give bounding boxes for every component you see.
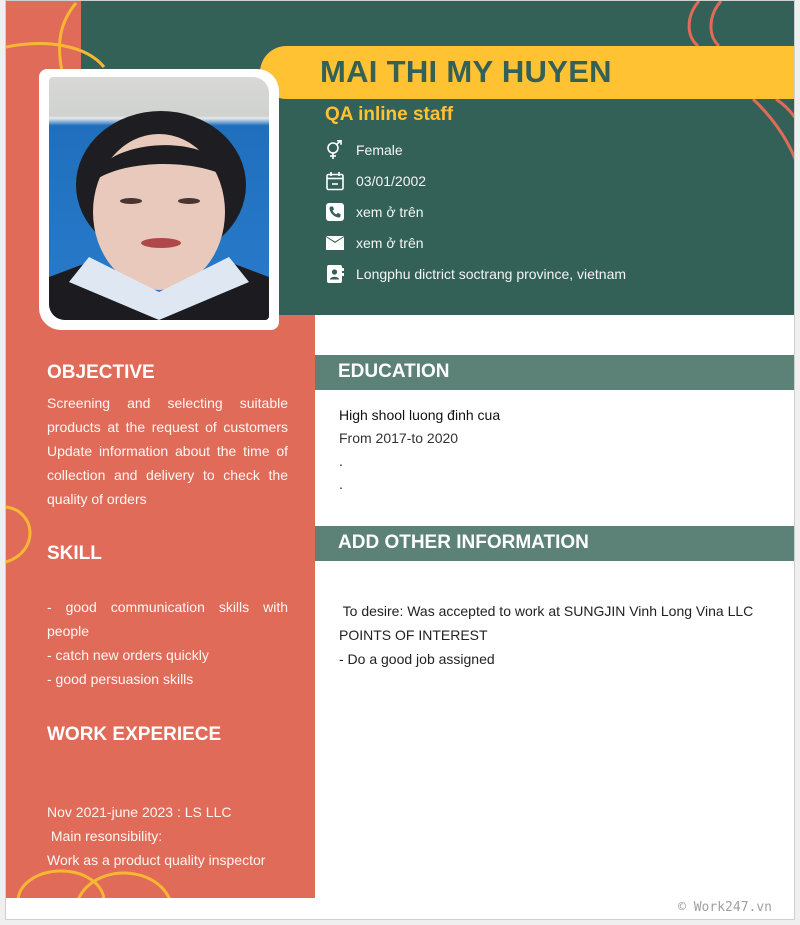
phone-value: xem ở trên: [356, 203, 424, 220]
other-info-line: - Do a good job assigned: [339, 651, 495, 667]
address-value: Longphu dictrict soctrang province, vietnam: [356, 265, 627, 282]
objective-text: Screening and selecting suitable products at the request of customers Update information about the time of collection and delivery to check the quality of orders: [47, 395, 288, 507]
skill-item: - catch new orders quickly: [47, 647, 209, 663]
other-info-line: POINTS OF INTEREST: [339, 627, 488, 643]
portrait-icon: [49, 77, 269, 320]
birthday-value: 03/01/2002: [356, 172, 427, 189]
education-line: High shool luong đinh cua: [339, 407, 501, 423]
education-content: [339, 404, 500, 496]
phone-icon: [325, 202, 345, 222]
profile-photo-frame: [39, 69, 279, 330]
work-line: Main resonsibility:: [47, 828, 163, 844]
objective-heading: OBJECTIVE: [47, 362, 155, 383]
work-line: Work as a product quality inspector: [47, 852, 266, 868]
email-value: xem ở trên: [356, 234, 424, 251]
address-icon: [325, 264, 345, 284]
work-line: Nov 2021-june 2023 : LS LLC: [47, 804, 232, 820]
calendar-icon: [325, 171, 345, 191]
info-row-address: [325, 258, 626, 289]
personal-info-list: [325, 134, 626, 289]
skill-item: - good communication skills with people: [47, 599, 288, 639]
gender-value: Female: [356, 141, 403, 158]
work-experience-section: [47, 724, 288, 872]
work-experience-heading: WORK EXPERIECE: [47, 724, 222, 745]
objective-section: [47, 362, 288, 511]
info-row-gender: [325, 134, 626, 165]
other-info-content: [339, 599, 753, 671]
email-icon: [325, 233, 345, 253]
education-title: EDUCATION: [338, 361, 450, 382]
other-info-line: To desire: Was accepted to work at SUNGJIN Vinh Long Vina LLC: [339, 603, 754, 619]
name-banner: [260, 46, 795, 99]
info-row-birthday: [325, 165, 626, 196]
skill-item: - good persuasion skills: [47, 671, 194, 687]
watermark: © Work247.vn: [678, 900, 772, 915]
education-header: [315, 355, 795, 390]
skill-heading: SKILL: [47, 543, 102, 564]
job-title: QA inline staff: [325, 104, 454, 125]
info-row-email: [325, 227, 626, 258]
profile-photo: [49, 77, 269, 320]
cv-page: [5, 0, 795, 920]
other-info-header: [315, 526, 795, 561]
education-line: .: [339, 453, 343, 469]
footer-strip: [6, 898, 795, 920]
education-line: From 2017-to 2020: [339, 430, 459, 446]
education-line: .: [339, 476, 343, 492]
gender-icon: [325, 140, 345, 160]
other-info-title: ADD OTHER INFORMATION: [338, 532, 589, 553]
candidate-name: MAI THI MY HUYEN: [320, 54, 612, 89]
skill-section: [47, 543, 288, 691]
info-row-phone: [325, 196, 626, 227]
